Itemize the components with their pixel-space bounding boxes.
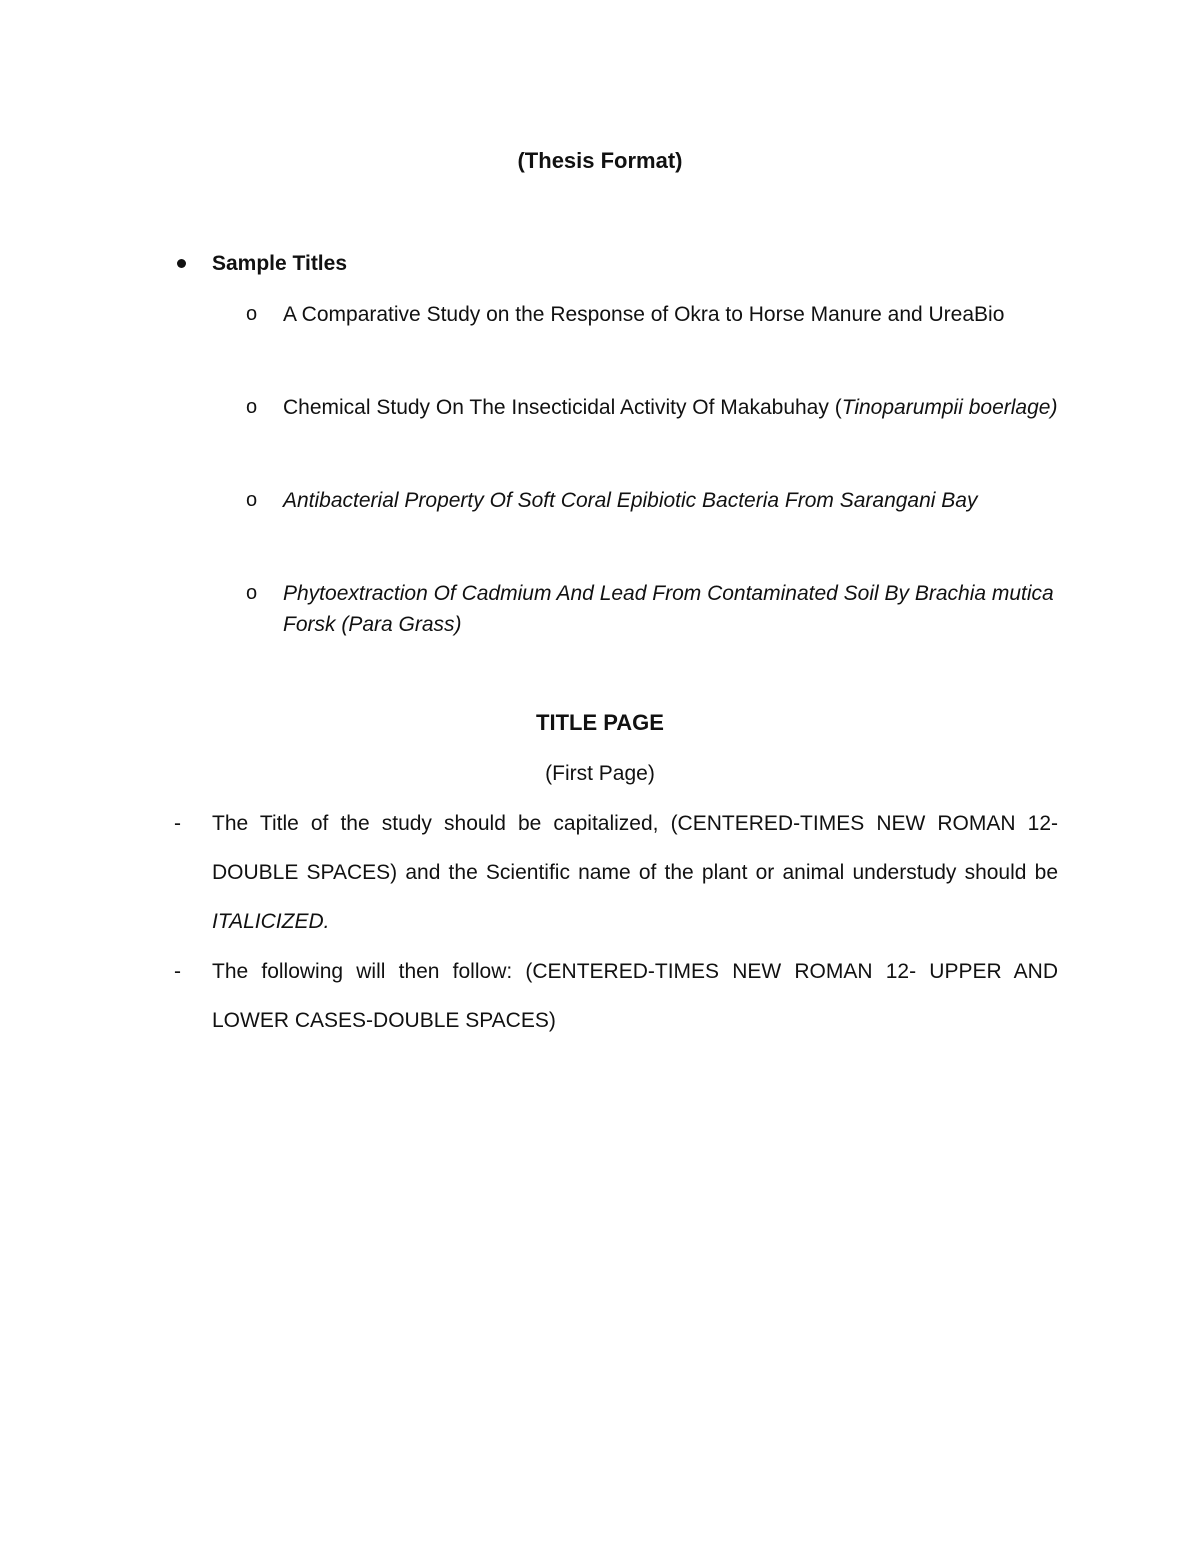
- circle-bullet-icon: o: [246, 303, 258, 325]
- sample-title-text: Antibacterial Property Of Soft Coral Epibiotic Bacteria From Sarangani Bay: [283, 489, 978, 512]
- title-page-point-text: The following will then follow: (CENTERED-TIMES NEW ROMAN 12- UPPER AND LOWER CASES-DOUBLE SPACES): [212, 960, 1058, 1032]
- dash-bullet-icon: -: [174, 960, 181, 983]
- title-page-subheading: (First Page): [545, 762, 655, 785]
- sample-titles-heading: Sample Titles: [212, 252, 348, 275]
- sample-title-text: A Comparative Study on the Response of Okra to Horse Manure and UreaBio: [283, 303, 1005, 326]
- title-page-heading: TITLE PAGE: [536, 710, 664, 735]
- circle-bullet-icon: o: [246, 396, 258, 418]
- sample-title-text: [283, 392, 1063, 423]
- sample-title-text-plain: Chemical Study On The Insecticidal Activity Of Makabuhay (: [283, 396, 842, 419]
- sample-title-text: Phytoextraction Of Cadmium And Lead From Contaminated Soil By Brachia mutica Forsk (Para Grass): [283, 582, 1054, 636]
- point-text-italic: ITALICIZED.: [212, 910, 330, 933]
- circle-bullet-icon: o: [246, 489, 258, 511]
- title-page-point-text: [212, 799, 1058, 946]
- scientific-name: Tinoparumpii boerlage): [841, 396, 1058, 419]
- dash-bullet-icon: -: [174, 812, 181, 835]
- point-text-plain: The Title of the study should be capitalized, (CENTERED-TIMES NEW ROMAN 12-DOUBLE SPACES) and the Scientific name of the plant or animal understudy should be: [212, 812, 1058, 884]
- bullet-dot-icon: [177, 259, 186, 268]
- document-title: (Thesis Format): [517, 148, 683, 173]
- circle-bullet-icon: o: [246, 582, 258, 604]
